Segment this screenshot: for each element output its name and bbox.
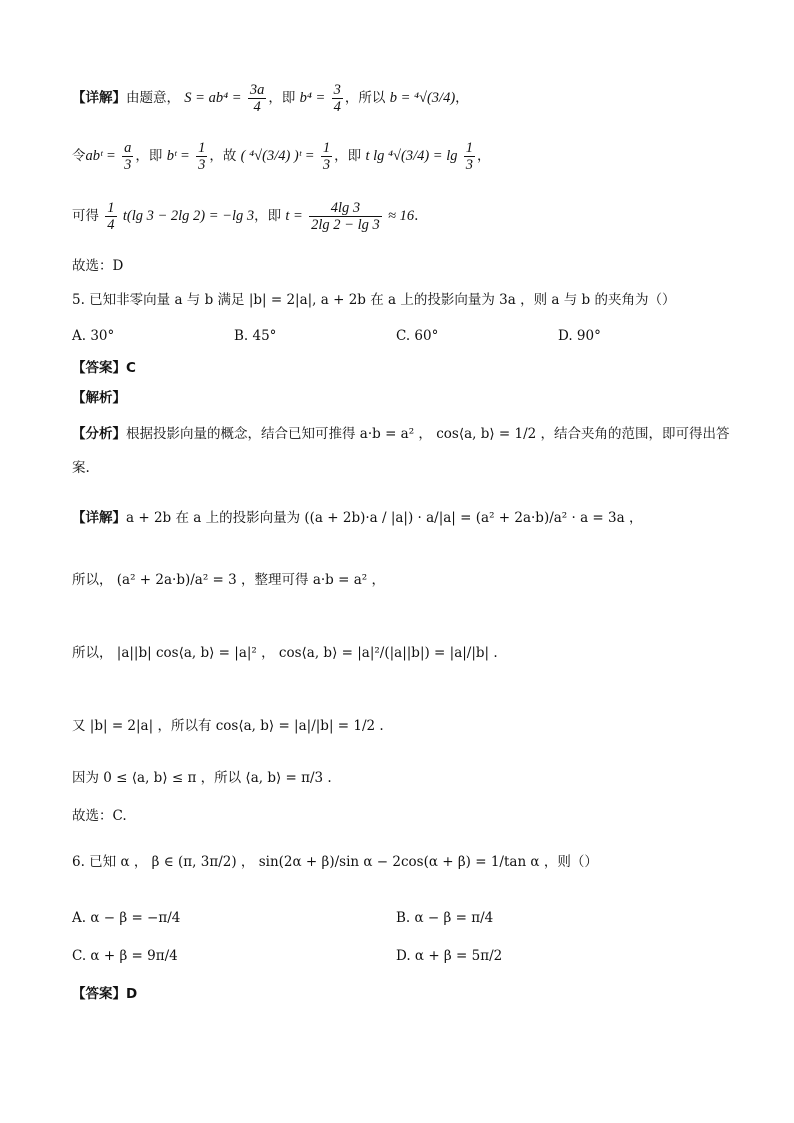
fraction: $\frac{3}{4}$ [333,82,341,115]
option-c: C. α + β = 9π/4 [72,948,178,964]
option-b: B. 45° [234,328,277,344]
analysis-cont: 案. [72,460,90,476]
detail-tag: 【详解】 [72,90,126,106]
analysis-title: 【解析】 [72,390,126,406]
detail-5-line1: 【详解】a + 2b 在 a 上的投影向量为 ((a + 2b)·a / |a|) · a/|a| = (a² + 2a·b)/a² · a = 3a ， [72,510,643,526]
fraction: $\frac{3a}{4}$ [249,82,265,115]
option-d: D. 90° [558,328,601,344]
fraction: $\frac{1}{4}$ [107,200,115,233]
detail-5-line2: 所以， (a² + 2a·b)/a² = 3 ，整理可得 a·b = a² ， [72,572,385,588]
question-6-stem: 6. 已知 α ， β ∈ (π, 3π/2) ， sin(2α + β)/sin α − 2cos(α + β) = 1/tan α ，则（） [72,854,598,870]
answer-label: 【答案】C [72,360,136,376]
fraction: $\frac{1}{3}$ [198,140,206,173]
option-a: A. α − β = −π/4 [72,910,181,926]
answer-label-6: 【答案】D [72,986,138,1002]
detail-5-line4: 又 |b| = 2|a| ，所以有 cos⟨a, b⟩ = |a|/|b| = 1/2 . [72,718,384,734]
fraction: $\frac{4\lg 3}{2\lg 2 - \lg 3}$ [311,200,380,233]
option-d: D. α + β = 5π/2 [396,948,503,964]
detail1-line: 【详解】由题意， S = ab⁴ = $\frac{3a}{4}$ ，即 b⁴ = $\frac{3}{4}$ ，所以 b = ⁴√(3/4)， [72,82,469,115]
choose-line: 故选：D [72,258,124,274]
choose-line-5: 故选：C. [72,808,127,824]
fraction: $\frac{1}{3}$ [465,140,474,173]
option-a: A. 30° [72,328,115,344]
analysis-text: 【分析】根据投影向量的概念，结合已知可推得 a·b = a² ， cos⟨a, b⟩ = 1/2 ，结合夹角的范围，即可得出答 [72,426,730,442]
fraction: $\frac{1}{3}$ [322,140,331,173]
option-b: B. α − β = π/4 [396,910,494,926]
detail-5-line5: 因为 0 ≤ ⟨a, b⟩ ≤ π ，所以 ⟨a, b⟩ = π/3 . [72,770,332,786]
detail1-line3: 可得 $\frac{1}{4}$ t(lg 3 − 2lg 2) = −lg 3，即 t = $\frac{4\lg 3}{2\lg 2 - \lg 3}$ ≈ 16. [72,200,419,233]
detail1-line2: 令abᵗ = $\frac{a}{3}$ ，即 bᵗ = $\frac{1}{3}$ ，故 ( ⁴√(3/4) )ᵗ = $\frac{1}{3}$ ，即 t lg ⁴√(3/4) = lg $\frac{1}{3}$ ， [72,140,491,173]
fraction: $\frac{a}{3}$ [124,140,132,173]
question-5-stem: 5. 已知非零向量 a 与 b 满足 |b| = 2|a|, a + 2b 在 a 上的投影向量为 3a ，则 a 与 b 的夹角为（） [72,292,676,308]
option-c: C. 60° [396,328,439,344]
detail-5-line3: 所以， |a||b| cos⟨a, b⟩ = |a|² ， cos⟨a, b⟩ = |a|²/(|a||b|) = |a|/|b| . [72,645,498,661]
